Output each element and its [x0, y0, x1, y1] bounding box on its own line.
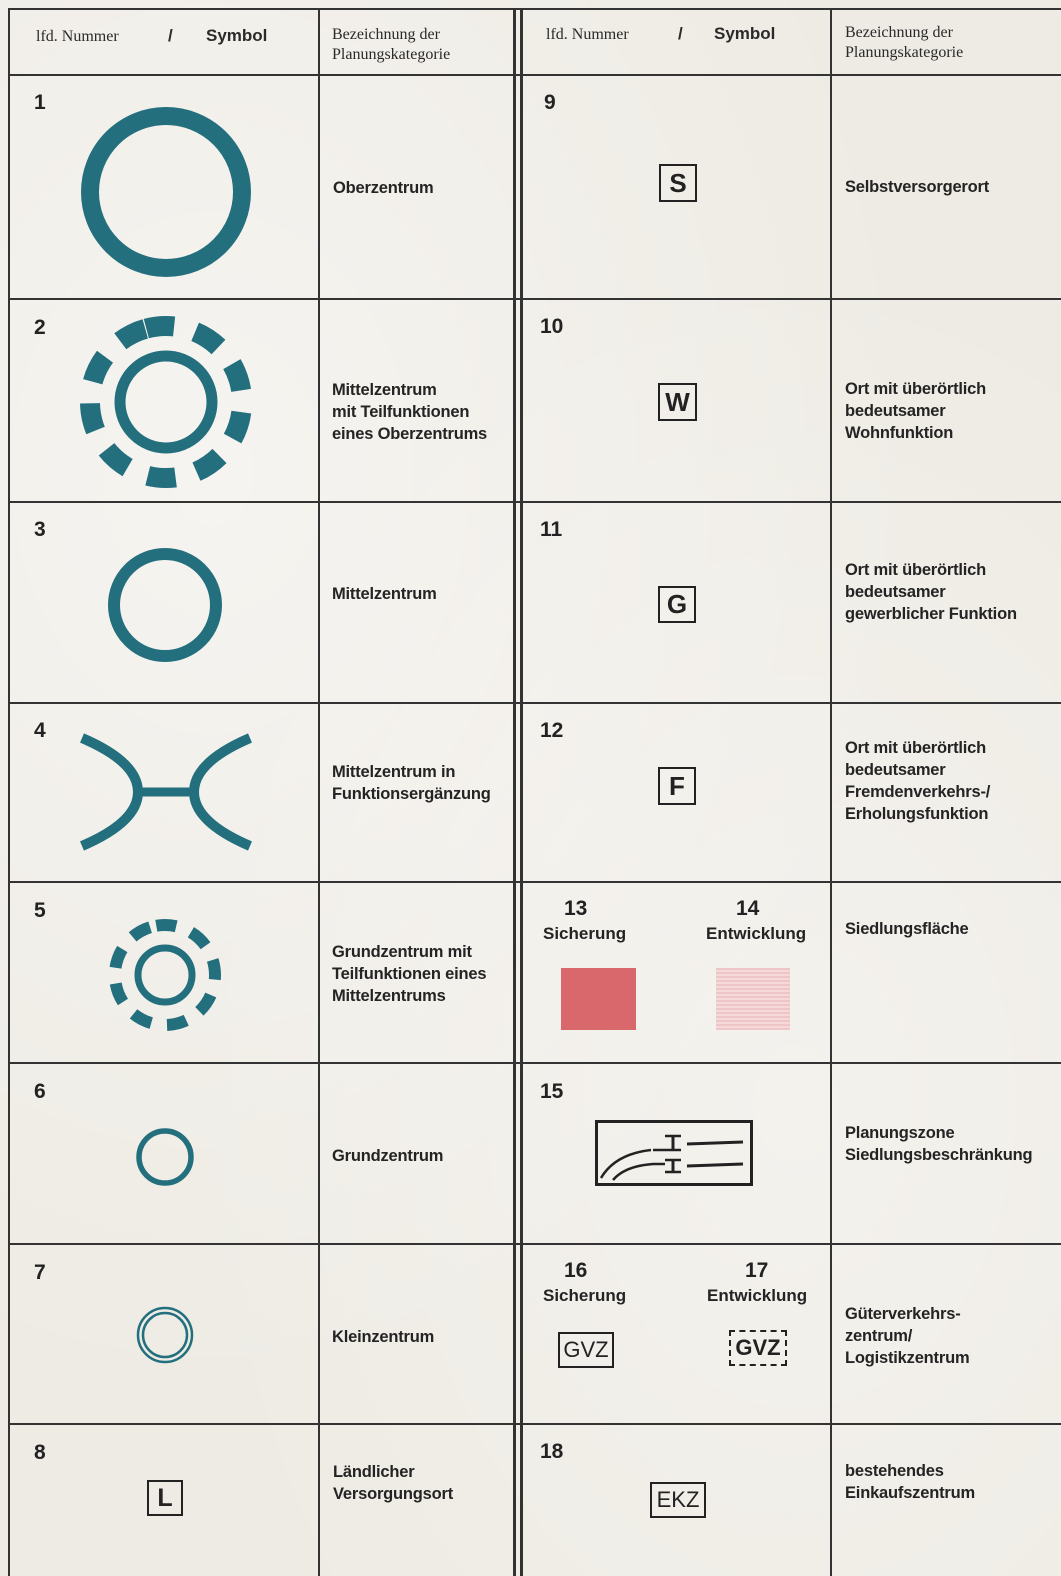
category-name: Grundzentrum — [332, 1147, 444, 1165]
row-divider-4 — [8, 881, 1061, 883]
left-column-divider — [318, 8, 320, 1576]
header-number-label-left: lfd. Nummer — [36, 28, 119, 45]
letter-G-symbol: G — [658, 586, 696, 623]
category-name: Mittelzentrum mit Teilfunktionen eines Oberzentrums — [332, 381, 488, 443]
table-left-border — [8, 8, 10, 1576]
table-top-border — [8, 8, 1061, 10]
letter-F-symbol: F — [658, 767, 696, 805]
ekz-symbol: EKZ — [650, 1482, 706, 1518]
row-divider-6 — [8, 1243, 1061, 1245]
gvz-secure-symbol: GVZ — [558, 1332, 614, 1368]
category-name: Mittelzentrum — [332, 585, 437, 603]
ring-with-segments-icon — [78, 314, 254, 490]
gvz-development-symbol: GVZ — [729, 1330, 787, 1366]
row-number: 16 — [564, 1259, 588, 1282]
header-number-label-right: lfd. Nummer — [546, 26, 629, 43]
row-number: 12 — [540, 719, 564, 742]
row-number: 2 — [34, 316, 46, 339]
category-name: Oberzentrum — [333, 179, 434, 197]
header-slash-right: / — [678, 24, 683, 43]
category-name: Grundzentrum mit Teilfunktionen eines Mittelzentrums — [332, 943, 487, 1005]
category-name: Ort mit überörtlich bedeutsamer gewerblicher Funktion — [845, 561, 1017, 623]
row-number: 8 — [34, 1441, 46, 1464]
row-divider-3 — [8, 702, 1061, 704]
category-name: Ort mit überörtlich bedeutsamer Fremdenverkehrs-/ Erholungsfunktion — [845, 739, 991, 823]
row-number-secondary: 14 — [736, 897, 760, 920]
planungszone-icon — [595, 1120, 753, 1186]
row-divider-2 — [8, 501, 1061, 503]
row-divider-7 — [8, 1423, 1061, 1425]
medium-ring-icon — [106, 546, 224, 664]
row-number: 9 — [544, 91, 556, 114]
row-number: 4 — [34, 719, 46, 742]
header-divider — [8, 74, 1061, 76]
category-name: Ort mit überörtlich bedeutsamer Wohnfunktion — [845, 380, 987, 442]
row-number: 15 — [540, 1080, 564, 1103]
letter-S-symbol: S — [659, 164, 697, 202]
letter-W-symbol: W — [658, 383, 697, 421]
row-sublabel-secondary: Entwicklung — [707, 1286, 808, 1305]
header-symbol-label-right: Symbol — [714, 24, 776, 43]
row-number: 3 — [34, 518, 46, 541]
category-name: Siedlungsfläche — [845, 920, 969, 938]
row-number-secondary: 17 — [745, 1259, 769, 1282]
category-name: Mittelzentrum in Funktionsergänzung — [332, 763, 491, 803]
row-number: 10 — [540, 315, 564, 338]
category-name: Selbstversorgerort — [845, 178, 990, 196]
header-symbol-label-left: Symbol — [206, 26, 268, 45]
settlement-area-secure-swatch — [561, 968, 636, 1030]
connected-arcs-icon — [76, 732, 256, 852]
center-divider-b — [520, 8, 523, 1576]
right-column-divider — [830, 8, 832, 1576]
row-number: 5 — [34, 899, 46, 922]
row-sublabel: Sicherung — [543, 924, 627, 943]
category-name: Güterverkehrs- zentrum/ Logistikzentrum — [845, 1305, 970, 1367]
header-category-label-left: Bezeichnung der Planungskategorie — [332, 26, 451, 63]
letter-L-symbol: L — [147, 1480, 183, 1516]
category-name: bestehendes Einkaufszentrum — [845, 1462, 975, 1502]
small-ring-icon — [134, 1126, 196, 1188]
small-ring-with-segments-icon — [106, 916, 224, 1034]
row-divider-5 — [8, 1062, 1061, 1064]
row-number: 11 — [540, 518, 563, 541]
category-name: Ländlicher Versorgungsort — [333, 1463, 454, 1503]
row-divider-1 — [8, 298, 1061, 300]
category-name: Kleinzentrum — [332, 1328, 435, 1346]
header-slash-left: / — [168, 26, 173, 45]
row-number: 1 — [34, 91, 46, 114]
category-name: Planungszone Siedlungsbeschränkung — [845, 1124, 1033, 1164]
center-divider-a — [513, 8, 516, 1576]
row-number: 6 — [34, 1080, 46, 1103]
row-number: 18 — [540, 1440, 564, 1463]
large-ring-icon — [80, 106, 252, 278]
row-number: 7 — [34, 1261, 46, 1284]
settlement-area-development-swatch — [716, 968, 790, 1030]
row-sublabel: Sicherung — [543, 1286, 627, 1305]
double-ring-icon — [134, 1304, 196, 1366]
header-category-label-right: Bezeichnung der Planungskategorie — [845, 24, 964, 61]
row-number: 13 — [564, 897, 588, 920]
row-sublabel-secondary: Entwicklung — [706, 924, 807, 943]
